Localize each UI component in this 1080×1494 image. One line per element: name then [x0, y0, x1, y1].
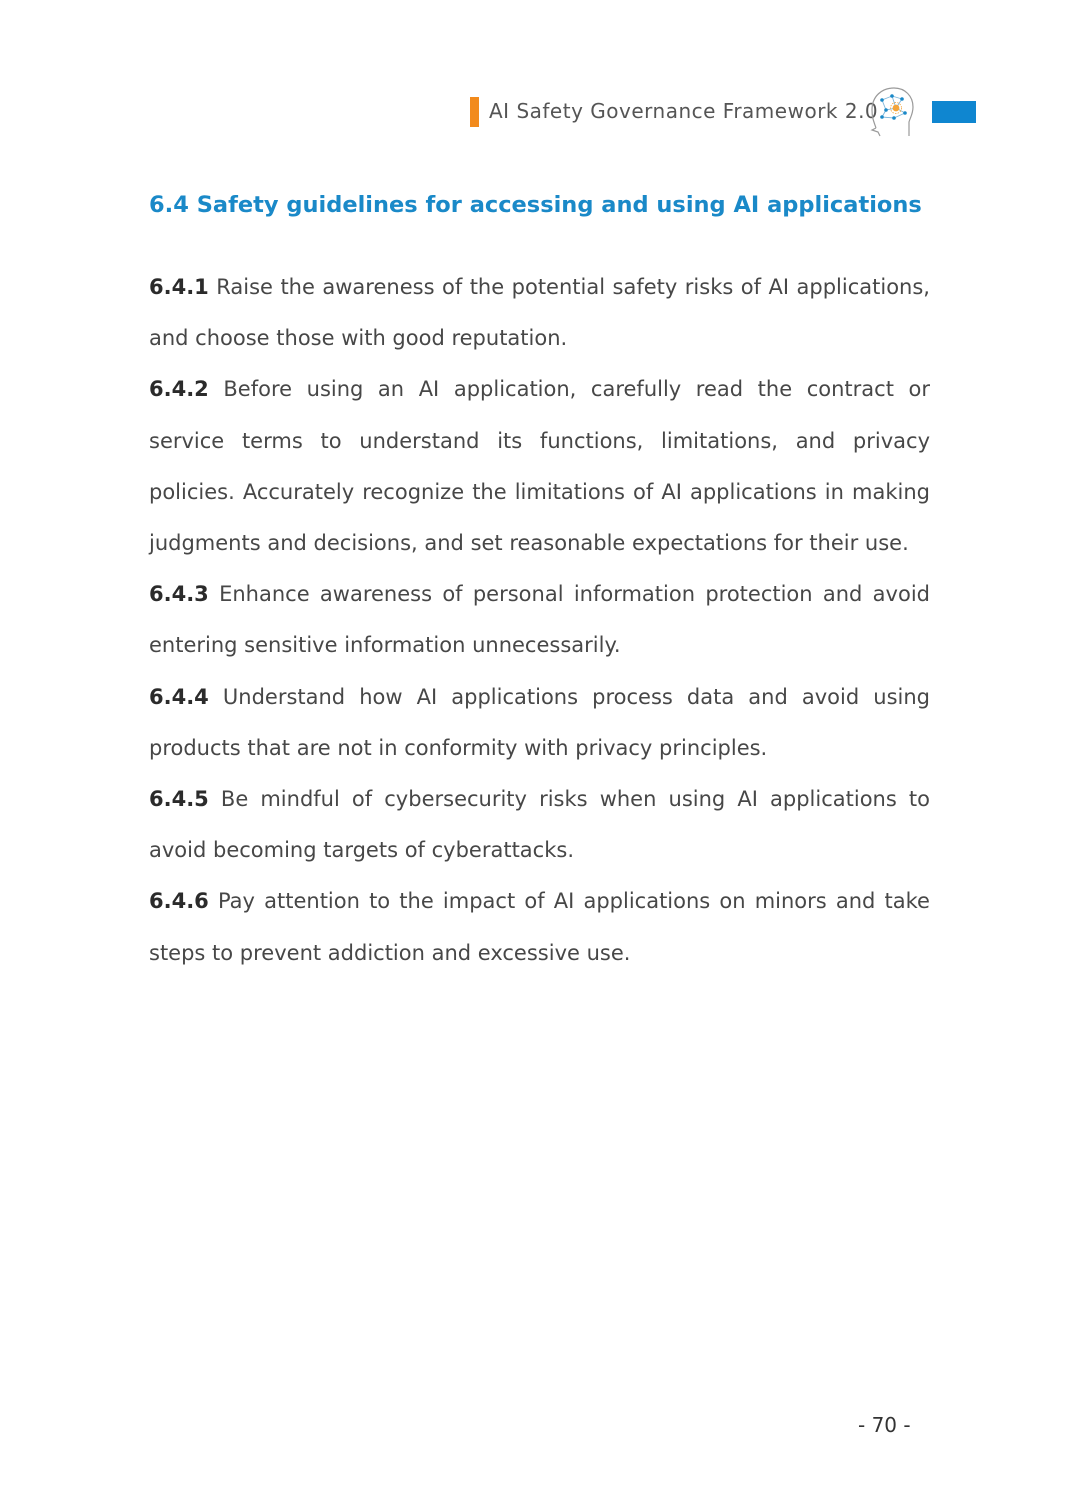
item-text: Enhance awareness of personal information protection and avoid entering sensitive information unnecessarily.	[149, 582, 930, 658]
guideline-list	[149, 262, 930, 979]
guideline-item-6-4-1	[149, 262, 930, 364]
item-number: 6.4.4	[149, 684, 209, 709]
item-text: Raise the awareness of the potential safety risks of AI applications, and choose those with good reputation.	[149, 275, 930, 351]
ai-head-icon	[868, 84, 916, 138]
header-accent-bar	[470, 97, 479, 127]
page-header	[470, 84, 976, 140]
guideline-item-6-4-2	[149, 364, 930, 569]
guideline-item-6-4-3	[149, 569, 930, 671]
item-number: 6.4.5	[149, 787, 209, 812]
item-text: Before using an AI application, carefully read the contract or service terms to understand its functions, limitations, and privacy policies. Accurately recognize the limitations of AI applications in making judgments and decisions, and set reasonable expectations for their use.	[149, 377, 930, 556]
section-title: 6.4 Safety guidelines for accessing and using AI applications	[149, 192, 922, 218]
item-number: 6.4.3	[149, 582, 209, 607]
guideline-item-6-4-5	[149, 774, 930, 876]
item-text: Pay attention to the impact of AI applications on minors and take steps to prevent addiction and excessive use.	[149, 889, 930, 965]
item-text: Understand how AI applications process data and avoid using products that are not in conformity with privacy principles.	[149, 684, 930, 760]
item-number: 6.4.2	[149, 377, 209, 402]
header-color-block	[932, 101, 976, 123]
page-number: - 70 -	[858, 1413, 911, 1437]
item-number: 6.4.1	[149, 275, 209, 299]
item-number: 6.4.6	[149, 889, 209, 914]
guideline-item-6-4-6	[149, 876, 930, 978]
item-text: Be mindful of cybersecurity risks when using AI applications to avoid becoming targets of cyberattacks.	[149, 787, 930, 863]
header-title: AI Safety Governance Framework 2.0	[489, 99, 879, 123]
guideline-item-6-4-4	[149, 672, 930, 774]
